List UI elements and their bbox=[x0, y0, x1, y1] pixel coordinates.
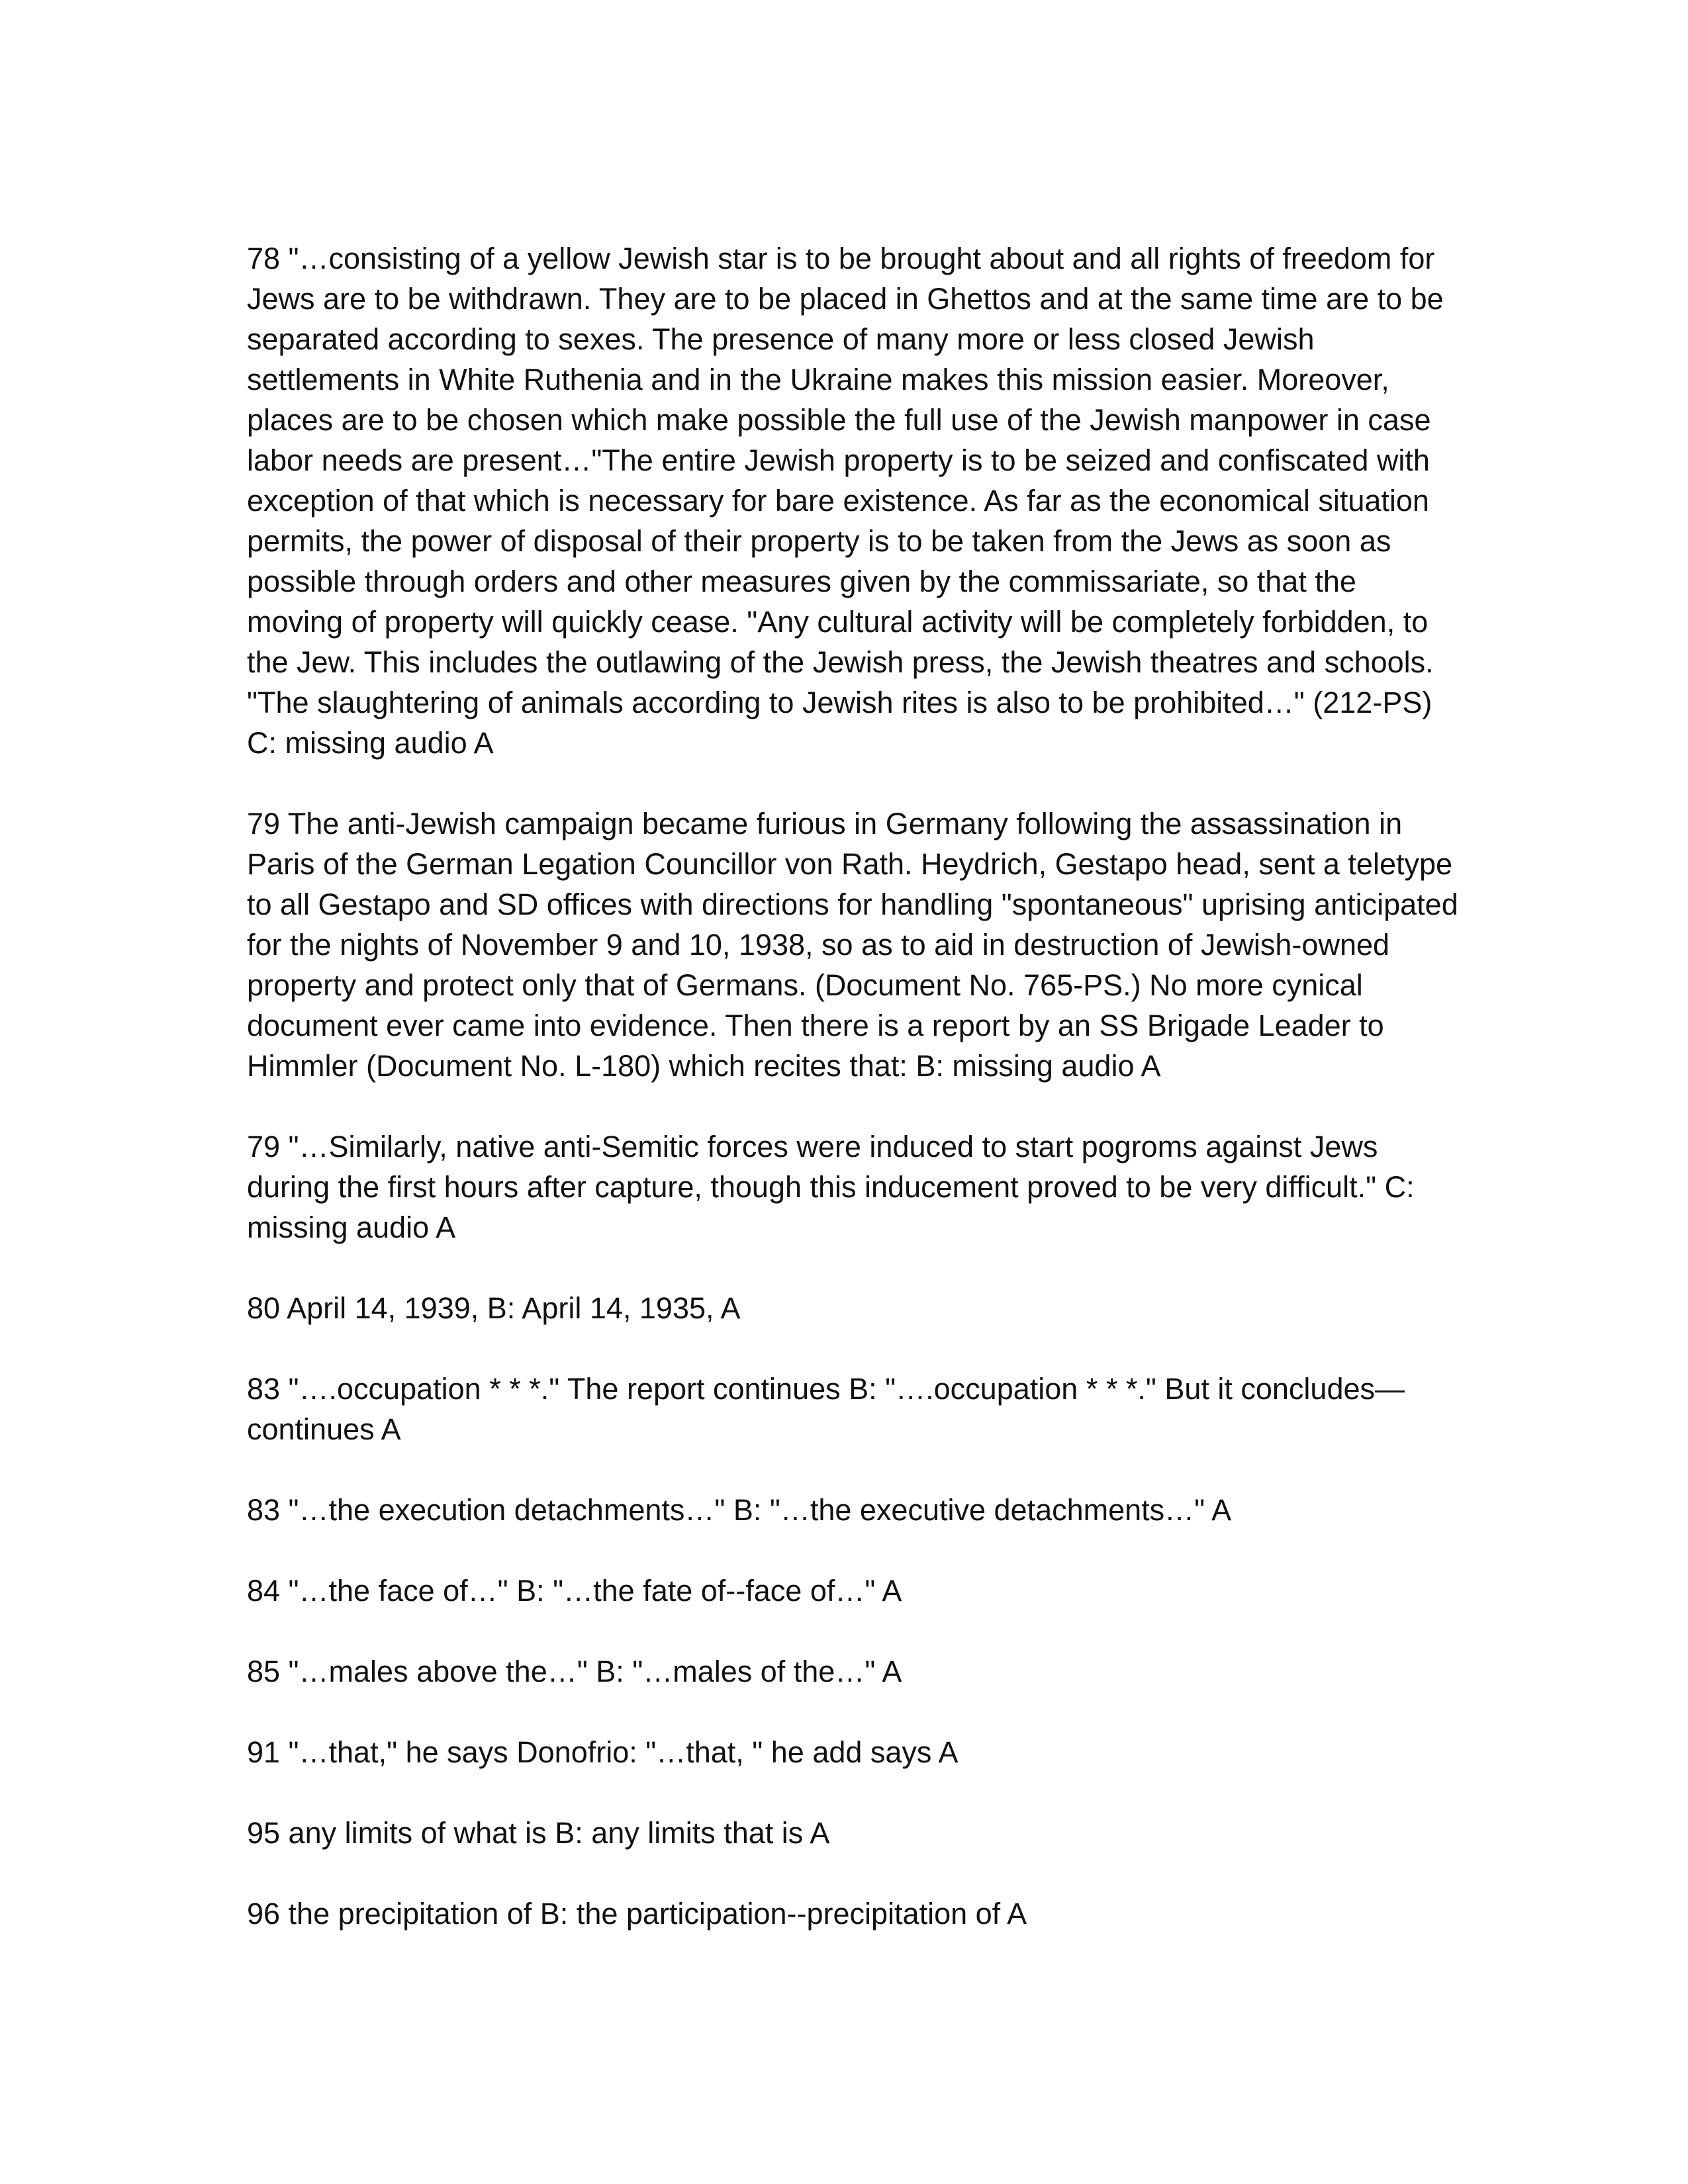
paragraph-95-limits: 95 any limits of what is B: any limits that is A bbox=[247, 1816, 830, 1850]
document-body bbox=[247, 238, 1458, 1934]
paragraph-96-precipitation: 96 the precipitation of B: the participation--precipitation of A bbox=[247, 1897, 1027, 1931]
paragraph-83-execution: 83 "…the execution detachments…" B: "…the executive detachments…" A bbox=[247, 1493, 1232, 1527]
paragraph-84-face: 84 "…the face of…" B: "…the fate of--face of…" A bbox=[247, 1574, 902, 1608]
paragraph-91-that: 91 "…that," he says Donofrio: "…that, " he add says A bbox=[247, 1735, 959, 1769]
paragraph-80-april: 80 April 14, 1939, B: April 14, 1935, A bbox=[247, 1291, 741, 1325]
paragraph-79-similarly: 79 "…Similarly, native anti-Semitic forces were induced to start pogroms against Jews during the first hours after capture, though this inducement proved to be very difficult." C: missing audio A bbox=[247, 1130, 1415, 1244]
paragraph-79-anti-jewish-campaign: 79 The anti-Jewish campaign became furious in Germany following the assassination in Paris of the German Legation Councillor von Rath. Heydrich, Gestapo head, sent a teletype to all Gestapo and SD offices with directions for handling "spontaneous" uprising anticipated for the nights of November 9 and 10, 1938, so as to aid in destruction of Jewish-owned property and protect only that of Germans. (Document No. 765-PS.) No more cynical document ever came into evidence. Then there is a report by an SS Brigade Leader to Himmler (Document No. L-180) which recites that: B: missing audio A bbox=[247, 807, 1458, 1083]
paragraph-85-males: 85 "…males above the…" B: "…males of the…" A bbox=[247, 1655, 902, 1688]
paragraph-78-yellow-star: 78 "…consisting of a yellow Jewish star is to be brought about and all rights of freedom for Jews are to be withdrawn. They are to be placed in Ghettos and at the same time are to be separated according to sexes. The presence of many more or less closed Jewish settlements in White Ruthenia and in the Ukraine makes this mission easier. Moreover, places are to be chosen which make possible the full use of the Jewish manpower in case labor needs are present…"The entire Jewish property is to be seized and confiscated with exception of that which is necessary for bare existence. As far as the economical situation permits, the power of disposal of their property is to be taken from the Jews as soon as possible through orders and other measures given by the commissariate, so that the moving of property will quickly cease. "Any cultural activity will be completely forbidden, to the Jew. This includes the outlawing of the Jewish press, the Jewish theatres and schools. "The slaughtering of animals according to Jewish rites is also to be prohibited…" (212-PS) C: missing audio A bbox=[247, 242, 1444, 760]
paragraph-83-occupation: 83 "….occupation * * *." The report continues B: "….occupation * * *." But it concludes—continues A bbox=[247, 1372, 1405, 1446]
